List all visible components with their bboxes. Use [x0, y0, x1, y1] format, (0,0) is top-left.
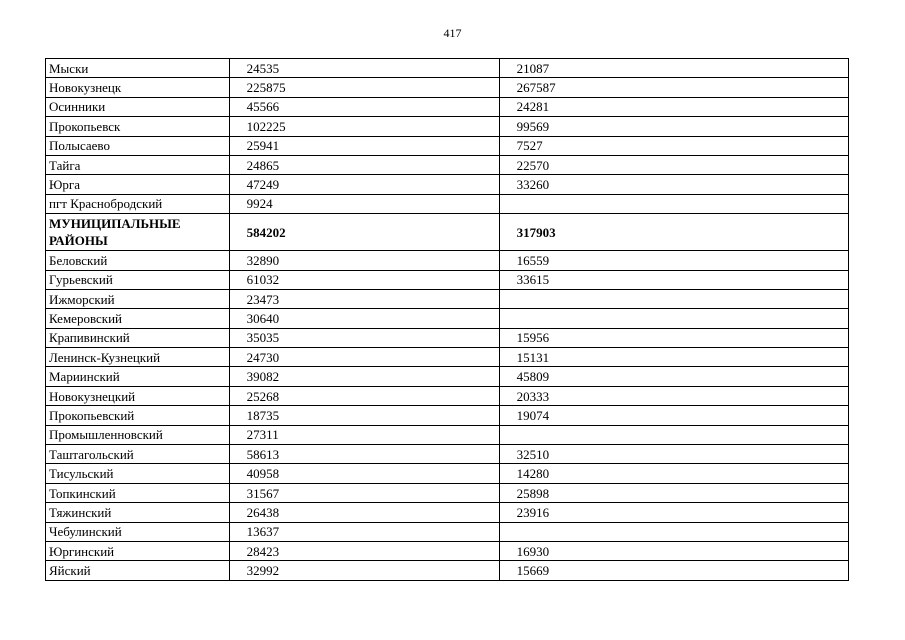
table-row	[46, 425, 849, 444]
row-name-cell: Беловский	[46, 251, 230, 270]
row-value2-cell: 45809	[499, 367, 848, 386]
row-value1-cell: 23473	[229, 289, 499, 308]
row-value1-cell: 584202	[229, 214, 499, 251]
row-name-cell: Мыски	[46, 59, 230, 78]
row-value2-cell: 15669	[499, 561, 848, 580]
row-value2-cell: 15956	[499, 328, 848, 347]
row-value1-cell: 35035	[229, 328, 499, 347]
row-value2-cell: 22570	[499, 155, 848, 174]
row-value1-cell: 61032	[229, 270, 499, 289]
row-value1-cell: 32992	[229, 561, 499, 580]
row-name-cell: Прокопьевский	[46, 406, 230, 425]
table-row	[46, 270, 849, 289]
row-name-cell: Тяжинский	[46, 503, 230, 522]
table-row	[46, 348, 849, 367]
table-row	[46, 328, 849, 347]
table-row	[46, 289, 849, 308]
row-value1-cell: 13637	[229, 522, 499, 541]
row-value2-cell	[499, 522, 848, 541]
row-name-cell: Чебулинский	[46, 522, 230, 541]
table-row	[46, 136, 849, 155]
table-row	[46, 464, 849, 483]
row-value1-cell: 39082	[229, 367, 499, 386]
row-value2-cell: 19074	[499, 406, 848, 425]
table-row	[46, 117, 849, 136]
row-value1-cell: 32890	[229, 251, 499, 270]
table-row	[46, 483, 849, 502]
table-row	[46, 503, 849, 522]
row-value2-cell: 21087	[499, 59, 848, 78]
row-value2-cell	[499, 289, 848, 308]
table-row	[46, 561, 849, 580]
row-value2-cell: 33615	[499, 270, 848, 289]
row-value2-cell: 16930	[499, 541, 848, 560]
row-value1-cell: 26438	[229, 503, 499, 522]
row-value2-cell: 24281	[499, 97, 848, 116]
table-row	[46, 406, 849, 425]
row-value2-cell	[499, 194, 848, 213]
row-value1-cell: 30640	[229, 309, 499, 328]
row-name-cell: Яйский	[46, 561, 230, 580]
table-row	[46, 445, 849, 464]
row-value1-cell: 31567	[229, 483, 499, 502]
row-name-cell: Крапивинский	[46, 328, 230, 347]
row-value2-cell: 25898	[499, 483, 848, 502]
row-value1-cell: 47249	[229, 175, 499, 194]
table-row	[46, 78, 849, 97]
table-row	[46, 386, 849, 405]
table-row	[46, 59, 849, 78]
table-row	[46, 522, 849, 541]
row-name-cell: Кемеровский	[46, 309, 230, 328]
row-value1-cell: 45566	[229, 97, 499, 116]
row-value2-cell: 14280	[499, 464, 848, 483]
row-name-cell: Новокузнецкий	[46, 386, 230, 405]
table-row	[46, 541, 849, 560]
row-value2-cell: 20333	[499, 386, 848, 405]
row-value2-cell: 16559	[499, 251, 848, 270]
row-value1-cell: 27311	[229, 425, 499, 444]
row-name-cell: Ленинск-Кузнецкий	[46, 348, 230, 367]
row-value1-cell: 24535	[229, 59, 499, 78]
row-name-cell: Мариинский	[46, 367, 230, 386]
row-name-cell: пгт Краснобродский	[46, 194, 230, 213]
row-value2-cell	[499, 425, 848, 444]
row-name-cell: Таштагольский	[46, 445, 230, 464]
row-value2-cell: 23916	[499, 503, 848, 522]
table-row	[46, 155, 849, 174]
row-value2-cell: 267587	[499, 78, 848, 97]
row-name-cell: Полысаево	[46, 136, 230, 155]
row-value1-cell: 28423	[229, 541, 499, 560]
table-row	[46, 251, 849, 270]
row-value2-cell: 7527	[499, 136, 848, 155]
row-value1-cell: 18735	[229, 406, 499, 425]
row-value2-cell: 32510	[499, 445, 848, 464]
row-name-cell: Новокузнецк	[46, 78, 230, 97]
section-row	[46, 214, 849, 251]
row-name-cell: Юргинский	[46, 541, 230, 560]
row-value1-cell: 102225	[229, 117, 499, 136]
table-row	[46, 97, 849, 116]
row-value1-cell: 40958	[229, 464, 499, 483]
page-number: 417	[443, 26, 462, 40]
row-name-cell: Осинники	[46, 97, 230, 116]
row-name-cell: Ижморский	[46, 289, 230, 308]
row-name-cell: Топкинский	[46, 483, 230, 502]
row-name-cell: Юрга	[46, 175, 230, 194]
table-row	[46, 367, 849, 386]
row-value2-cell: 99569	[499, 117, 848, 136]
row-value1-cell: 25268	[229, 386, 499, 405]
row-name-cell: МУНИЦИПАЛЬНЫЕ РАЙОНЫ	[46, 214, 230, 251]
row-name-cell: Тайга	[46, 155, 230, 174]
row-value2-cell: 15131	[499, 348, 848, 367]
table-body	[46, 59, 849, 581]
row-value1-cell: 58613	[229, 445, 499, 464]
row-name-cell: Тисульский	[46, 464, 230, 483]
row-value1-cell: 25941	[229, 136, 499, 155]
row-value1-cell: 225875	[229, 78, 499, 97]
row-value2-cell: 317903	[499, 214, 848, 251]
table-row	[46, 175, 849, 194]
row-value2-cell	[499, 309, 848, 328]
row-value1-cell: 9924	[229, 194, 499, 213]
row-value1-cell: 24730	[229, 348, 499, 367]
table-row	[46, 194, 849, 213]
row-value1-cell: 24865	[229, 155, 499, 174]
row-name-cell: Прокопьевск	[46, 117, 230, 136]
row-name-cell: Гурьевский	[46, 270, 230, 289]
data-table	[45, 58, 849, 581]
table-row	[46, 309, 849, 328]
row-value2-cell: 33260	[499, 175, 848, 194]
row-name-cell: Промышленновский	[46, 425, 230, 444]
